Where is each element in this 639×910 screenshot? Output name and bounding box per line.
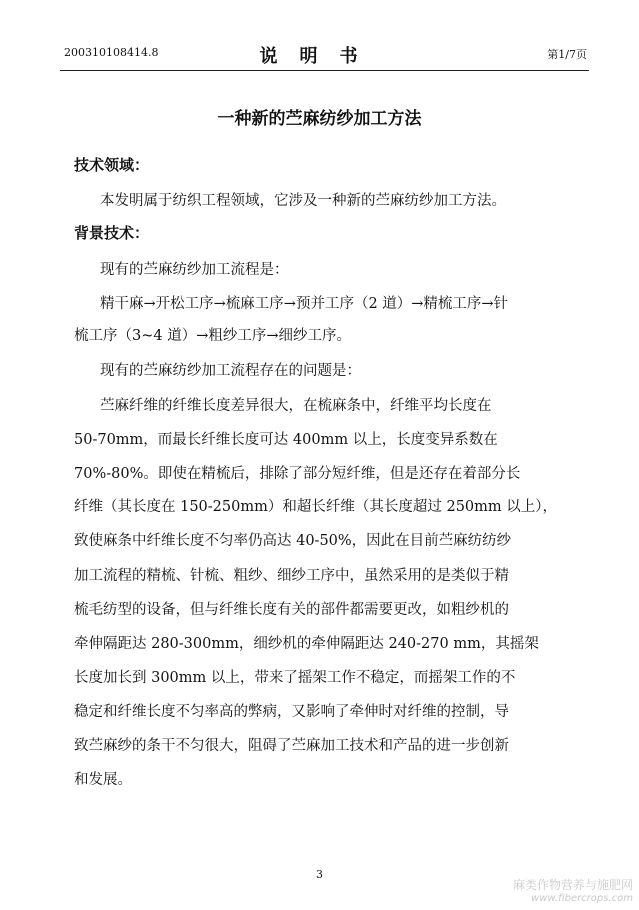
paragraph-line: 牵伸隔距达 280-300mm，细纱机的牵伸隔距达 240-270 mm，其摇架 xyxy=(74,636,539,652)
paragraph-line: 70%-80%。即使在精梳后，排除了部分短纤维，但是还存在着部分长 xyxy=(74,466,521,482)
background-heading: 背景技术： xyxy=(74,224,150,242)
page-number: 3 xyxy=(316,868,323,881)
paragraph-line: 加工流程的精梳、针梳、粗纱、细纱工序中，虽然采用的是类似于精 xyxy=(74,568,509,584)
paragraph-line: 致使麻条中纤维长度不匀率仍高达 40-50%，因此在目前苎麻纺纺纱 xyxy=(74,533,512,549)
process-line-1: 精干麻→开松工序→梳麻工序→预并工序（2 道）→精梳工序→针 xyxy=(100,296,509,312)
existing-process-intro: 现有的苎麻纺纱加工流程是： xyxy=(100,262,289,278)
paragraph-line: 稳定和纤维长度不匀率高的弊病，又影响了牵伸时对纤维的控制，导 xyxy=(74,704,509,720)
paragraph-line: 和发展。 xyxy=(74,772,132,788)
tech-field-heading: 技术领域： xyxy=(74,156,150,174)
paragraph-line: 纤维（其长度在 150-250mm）和超长纤维（其长度超过 250mm 以上）， xyxy=(74,499,558,515)
paragraph-line: 致苎麻纱的条干不匀很大，阻碍了苎麻加工技术和产品的进一步创新 xyxy=(74,738,509,754)
page-indicator: 第1/7页 xyxy=(547,48,587,61)
process-line-2: 梳工序（3~4 道）→粗纱工序→细纱工序。 xyxy=(74,328,352,344)
document-number: 200310108414.8 xyxy=(64,46,159,59)
paragraph-line: 长度加长到 300mm 以上，带来了摇架工作不稳定，而摇架工作的不 xyxy=(74,670,516,686)
tech-field-text: 本发明属于纺织工程领域，它涉及一种新的苎麻纺纱加工方法。 xyxy=(100,193,506,209)
watermark-text: 麻类作物营养与施肥网 xyxy=(512,878,633,892)
paragraph-line: 梳毛纺型的设备，但与纤维长度有关的部件都需要更改，如粗纱机的 xyxy=(74,602,509,618)
paragraph-line: 50-70mm，而最长纤维长度可达 400mm 以上，长度变异系数在 xyxy=(74,432,498,448)
header-title: 说明书 xyxy=(259,46,380,67)
paragraph-line: 苎麻纤维的纤维长度差异很大，在梳麻条中，纤维平均长度在 xyxy=(100,398,492,414)
header-rule xyxy=(60,70,589,71)
document-title: 一种新的苎麻纺纱加工方法 xyxy=(217,109,422,129)
watermark-url: www.fibercrops.com xyxy=(531,893,633,904)
problems-intro: 现有的苎麻纺纱加工流程存在的问题是： xyxy=(100,363,361,379)
